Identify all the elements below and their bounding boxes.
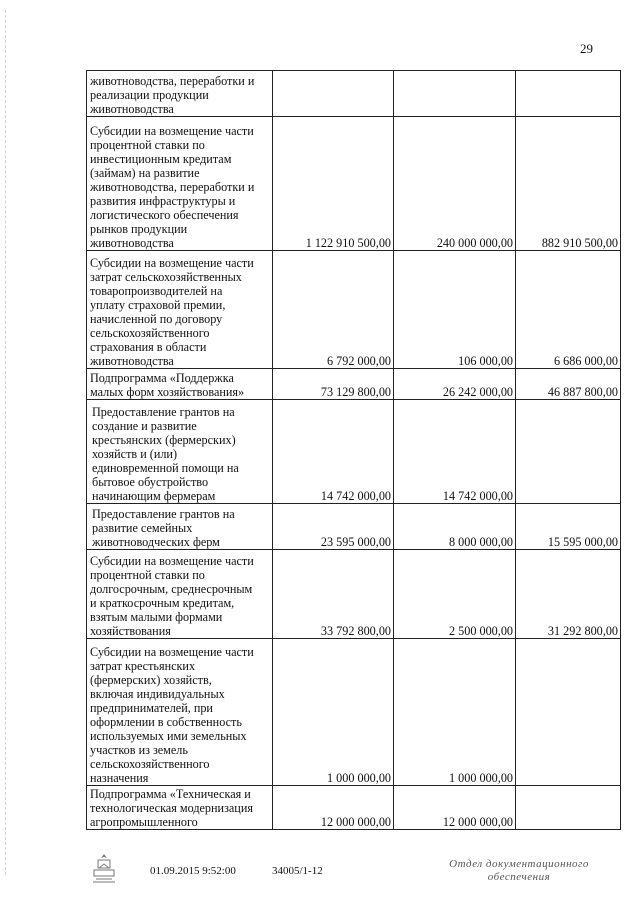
page-number: 29	[580, 41, 593, 56]
row-amount-c-cell: 15 595 000,00	[516, 504, 621, 550]
row-amount-c-cell	[516, 71, 621, 117]
row-amount-b-cell: 106 000,00	[394, 251, 516, 369]
row-total-cell	[273, 71, 394, 117]
table-row	[87, 639, 621, 786]
row-amount-c-cell	[516, 639, 621, 786]
row-total-cell: 73 129 800,00	[273, 369, 394, 400]
row-name-cell: Субсидии на возмещение части процентной ставки по долгосрочным, среднесрочным и краткосрочным кредитам, взятым малыми формами хозяйствования	[87, 550, 273, 639]
row-amount-b-cell: 2 500 000,00	[394, 550, 516, 639]
row-amount-b-cell	[394, 71, 516, 117]
footer-document-code: 34005/1-12	[272, 865, 323, 877]
row-amount-c-cell: 46 887 800,00	[516, 369, 621, 400]
row-name-cell: животноводства, переработки и реализации продукции животноводства	[87, 71, 273, 117]
row-amount-b-cell: 12 000 000,00	[394, 786, 516, 830]
row-name-cell: Подпрограмма «Поддержка малых форм хозяйствования»	[87, 369, 273, 400]
department-stamp	[449, 858, 589, 884]
table-row	[87, 369, 621, 400]
row-amount-b-cell: 8 000 000,00	[394, 504, 516, 550]
row-amount-b-cell: 26 242 000,00	[394, 369, 516, 400]
row-total-cell: 14 742 000,00	[273, 400, 394, 504]
table-row	[87, 251, 621, 369]
row-amount-b-cell: 14 742 000,00	[394, 400, 516, 504]
stamp-line-1: Отдел документационного	[449, 858, 589, 870]
coat-of-arms-icon	[91, 852, 117, 884]
row-total-cell: 6 792 000,00	[273, 251, 394, 369]
row-name-cell: Субсидии на возмещение части затрат сельскохозяйственных товаропроизводителей на уплату страховой премии, начисленной по договору сельскохозяйственного страхования в области животноводства	[87, 251, 273, 369]
row-name-cell: Предоставление грантов на создание и развитие крестьянских (фермерских) хозяйств и (или) единовременной помощи на бытовое обустройство начинающим фермерам	[87, 400, 273, 504]
row-total-cell: 33 792 800,00	[273, 550, 394, 639]
row-amount-c-cell	[516, 400, 621, 504]
table-row	[87, 550, 621, 639]
row-amount-c-cell	[516, 786, 621, 830]
row-amount-b-cell: 1 000 000,00	[394, 639, 516, 786]
footer-datetime: 01.09.2015 9:52:00	[150, 865, 236, 877]
budget-table-body	[87, 71, 621, 830]
row-amount-c-cell: 6 686 000,00	[516, 251, 621, 369]
table-row	[87, 786, 621, 830]
stamp-line-2: обеспечения	[487, 871, 551, 883]
row-name-cell: Предоставление грантов на развитие семейных животноводческих ферм	[87, 504, 273, 550]
table-row	[87, 504, 621, 550]
row-total-cell: 23 595 000,00	[273, 504, 394, 550]
row-name-cell: Субсидии на возмещение части затрат крестьянских (фермерских) хозяйств, включая индивидуальных предпринимателей, при оформлении в собственность используемых ими земельных участков из земель сельскохозяйственного назначения	[87, 639, 273, 786]
row-total-cell: 12 000 000,00	[273, 786, 394, 830]
table-row	[87, 71, 621, 117]
row-total-cell: 1 122 910 500,00	[273, 117, 394, 251]
budget-table	[86, 70, 621, 830]
row-name-cell: Подпрограмма «Техническая и технологическая модернизация агропромышленного	[87, 786, 273, 830]
row-name-cell: Субсидии на возмещение части процентной ставки по инвестиционным кредитам (займам) на развитие животноводства, переработки и развития инфраструктуры и логистического обеспечения рынков продукции животноводства	[87, 117, 273, 251]
table-row	[87, 117, 621, 251]
row-amount-c-cell: 882 910 500,00	[516, 117, 621, 251]
scan-edge-line	[5, 10, 6, 875]
row-total-cell: 1 000 000,00	[273, 639, 394, 786]
row-amount-c-cell: 31 292 800,00	[516, 550, 621, 639]
row-amount-b-cell: 240 000 000,00	[394, 117, 516, 251]
table-row	[87, 400, 621, 504]
